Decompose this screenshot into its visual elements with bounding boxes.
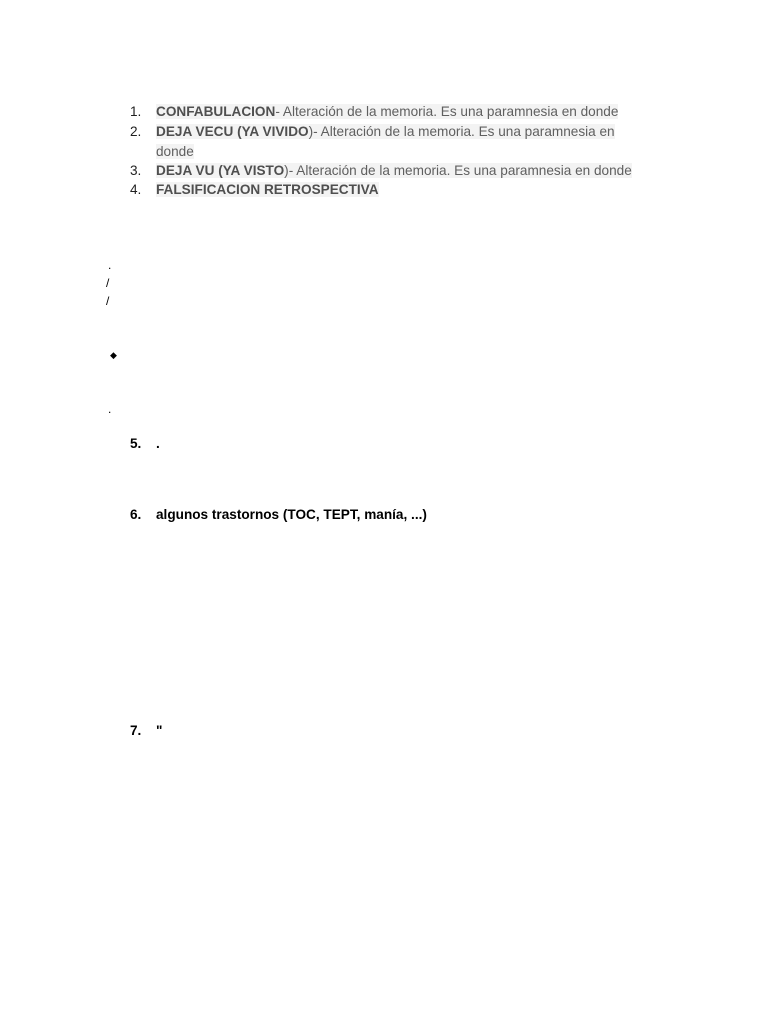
list-item-5 [130, 434, 650, 454]
diamond-bullet-icon: ◆ [110, 350, 117, 360]
term-description: )- Alteración de la memoria. Es una paramnesia en donde [156, 124, 615, 159]
list-number: 6. [130, 507, 142, 522]
list-number: 3. [130, 163, 142, 178]
list-item-1 [130, 102, 650, 122]
list-item-text: . [156, 436, 160, 451]
term-confabulacion: CONFABULACION [156, 104, 276, 119]
list-number: 4. [130, 182, 142, 197]
list-item-text: algunos trastornos (TOC, TEPT, manía, ...) [156, 507, 427, 522]
stray-slash-mark: / [106, 294, 110, 308]
list-item-text: " [156, 723, 163, 738]
term-description: )- Alteración de la memoria. Es una paramnesia en donde [284, 163, 632, 178]
stray-dot-mark: . [108, 402, 112, 416]
list-number: 7. [130, 723, 142, 738]
stray-dot-mark: . [108, 258, 112, 272]
term-falsificacion-retrospectiva: FALSIFICACION RETROSPECTIVA [156, 182, 379, 197]
list-number: 2. [130, 124, 142, 139]
list-item-7 [130, 721, 650, 741]
list-item-4 [130, 180, 650, 200]
list-number: 5. [130, 436, 142, 451]
list-item-2 [130, 122, 650, 161]
term-deja-vu: DEJA VU (YA VISTO [156, 163, 285, 178]
list-item-6 [130, 505, 650, 525]
list-item-3 [130, 161, 650, 181]
term-description: - Alteración de la memoria. Es una paramnesia en donde [275, 104, 619, 119]
list-number: 1. [130, 104, 142, 119]
stray-slash-mark: / [106, 276, 110, 290]
term-deja-vecu: DEJA VECU (YA VIVIDO [156, 124, 309, 139]
